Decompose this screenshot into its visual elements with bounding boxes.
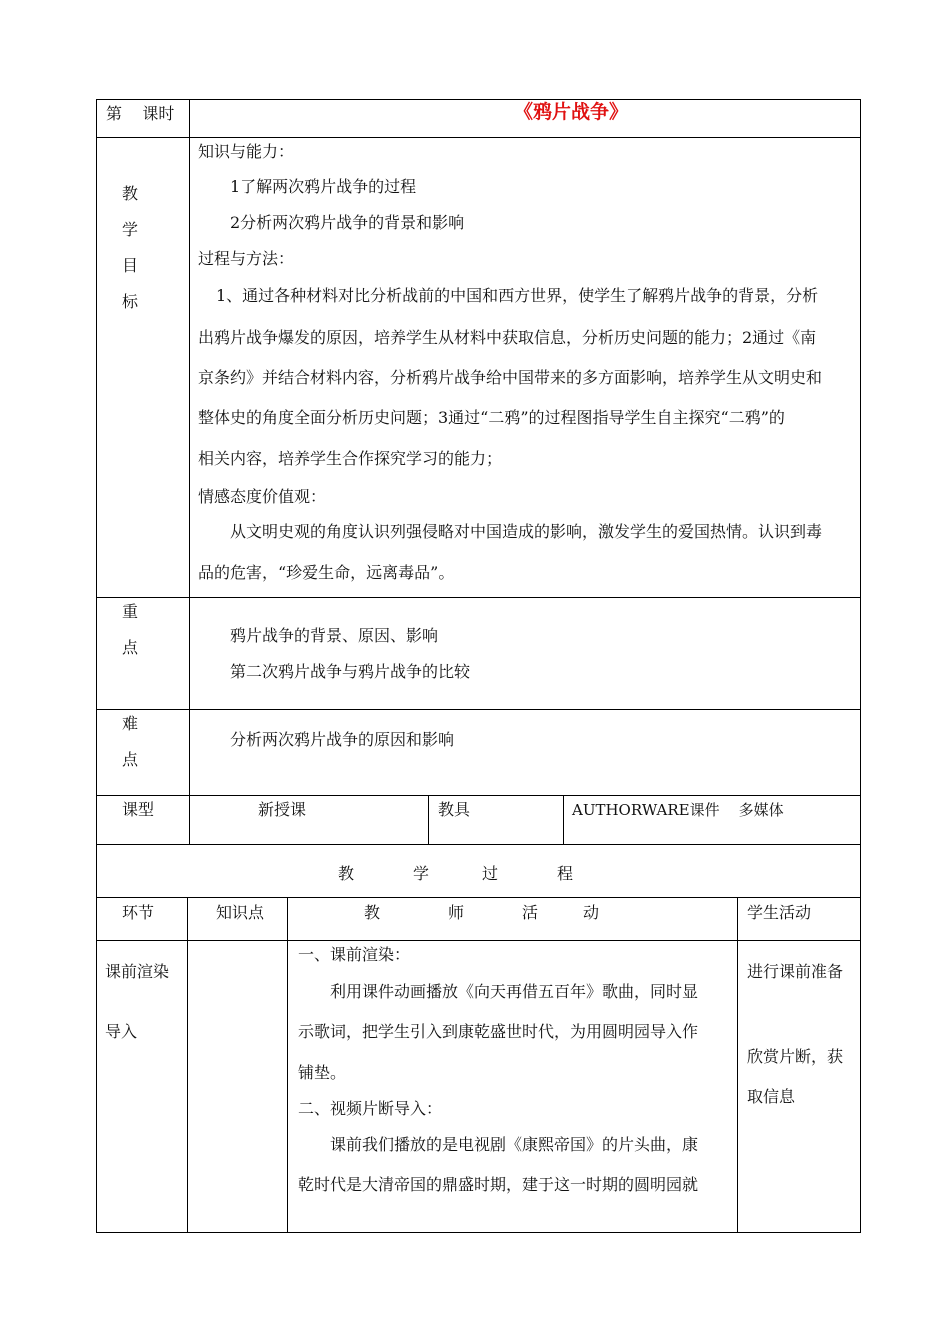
course-type-value: 新授课: [258, 800, 307, 819]
difficulties-label-char: 点: [122, 750, 139, 769]
objectives-label-char: 教: [122, 184, 139, 203]
difficulties-label-char: 难: [122, 714, 139, 733]
teaching-tools-value: AUTHORWARE课件 多媒体: [572, 801, 784, 819]
emotion-line: 品的危害，“珍爱生命，远离毒品”。: [198, 563, 455, 582]
process-line: 京条约》并结合材料内容，分析鸦片战争给中国带来的多方面影响，培养学生从文明史和: [198, 368, 823, 387]
rule-after-course-info: [96, 844, 861, 845]
rule-after-objectives: [96, 597, 861, 598]
rule-course-mid: [428, 795, 429, 845]
rule-top: [96, 99, 861, 100]
knowledge-heading: 知识与能力：: [198, 142, 295, 161]
knowledge-item: 1了解两次鸦片战争的过程: [230, 177, 417, 196]
stage-line: 导入: [105, 1022, 138, 1041]
keypoints-label-char: 重: [122, 602, 139, 621]
rule-after-process-heading: [96, 897, 861, 898]
rule-process-col2: [287, 897, 288, 1233]
student-activity-line: 取信息: [747, 1087, 796, 1106]
keypoints-label-char: 点: [122, 638, 139, 657]
keypoint-item: 第二次鸦片战争与鸦片战争的比较: [230, 662, 471, 681]
teacher-activity-line: 铺垫。: [298, 1063, 347, 1082]
column-header-student: 学生活动: [747, 903, 812, 922]
teaching-tools-label: 教具: [438, 800, 471, 819]
lesson-period-label: 第 课时: [106, 104, 175, 123]
process-heading-char: 程: [557, 864, 574, 883]
objectives-label-char: 学: [122, 220, 139, 239]
knowledge-item: 2分析两次鸦片战争的背景和影响: [230, 213, 465, 232]
column-header-stage: 环节: [122, 903, 155, 922]
student-activity-line: 欣赏片断，获: [747, 1047, 844, 1066]
teacher-activity-line: 二、视频片断导入：: [298, 1099, 443, 1118]
process-heading-char: 学: [413, 864, 430, 883]
rule-after-difficulties: [96, 795, 861, 796]
rule-after-column-headers: [96, 940, 861, 941]
teacher-activity-line: 乾时代是大清帝国的鼎盛时期，建于这一时期的圆明园就: [298, 1175, 699, 1194]
teacher-header-char: 教: [364, 903, 381, 922]
process-heading-char: 过: [482, 864, 499, 883]
teacher-activity-line: 课前我们播放的是电视剧《康熙帝国》的片头曲，康: [330, 1135, 699, 1154]
objectives-label-char: 目: [122, 256, 139, 275]
course-type-label: 课型: [122, 800, 155, 819]
emotion-heading: 情感态度价值观：: [198, 487, 327, 506]
column-header-knowledge: 知识点: [216, 903, 265, 922]
keypoint-item: 鸦片战争的背景、原因、影响: [230, 626, 439, 645]
process-line: 1、通过各种材料对比分析战前的中国和西方世界，使学生了解鸦片战争的背景，分析: [216, 286, 819, 305]
process-line: 出鸦片战争爆发的原因，培养学生从材料中获取信息，分析历史问题的能力；2通过《南: [198, 328, 817, 347]
lesson-title: 《鸦片战争》: [514, 101, 629, 123]
teacher-header-char: 师: [448, 903, 465, 922]
rule-process-col3: [737, 897, 738, 1233]
difficulty-item: 分析两次鸦片战争的原因和影响: [230, 730, 455, 749]
rule-after-keypoints: [96, 709, 861, 710]
stage-line: 课前渲染: [105, 962, 170, 981]
teacher-activity-line: 示歌词，把学生引入到康乾盛世时代，为用圆明园导入作: [298, 1022, 699, 1041]
emotion-line: 从文明史观的角度认识列强侵略对中国造成的影响，激发学生的爱国热情。认识到毒: [230, 522, 823, 541]
teacher-activity-line: 利用课件动画播放《向天再借五百年》歌曲，同时显: [330, 982, 699, 1001]
teacher-header-char: 动: [583, 903, 600, 922]
teacher-activity-line: 一、课前渲染：: [298, 945, 411, 964]
rule-left: [96, 99, 97, 1233]
process-line: 整体史的角度全面分析历史问题；3通过“二鸦”的过程图指导学生自主探究“二鸦”的: [198, 408, 785, 427]
rule-process-col1: [187, 897, 188, 1233]
rule-right: [860, 99, 861, 1233]
rule-course-tools: [563, 795, 564, 845]
rule-label-column: [189, 99, 190, 845]
rule-bottom: [96, 1232, 861, 1233]
student-activity-line: 进行课前准备: [747, 962, 844, 981]
process-heading-char: 教: [338, 864, 355, 883]
rule-after-title: [96, 137, 861, 138]
teacher-header-char: 活: [522, 903, 539, 922]
process-heading: 过程与方法：: [198, 249, 295, 268]
process-line: 相关内容，培养学生合作探究学习的能力；: [198, 449, 503, 468]
objectives-label-char: 标: [122, 292, 139, 311]
